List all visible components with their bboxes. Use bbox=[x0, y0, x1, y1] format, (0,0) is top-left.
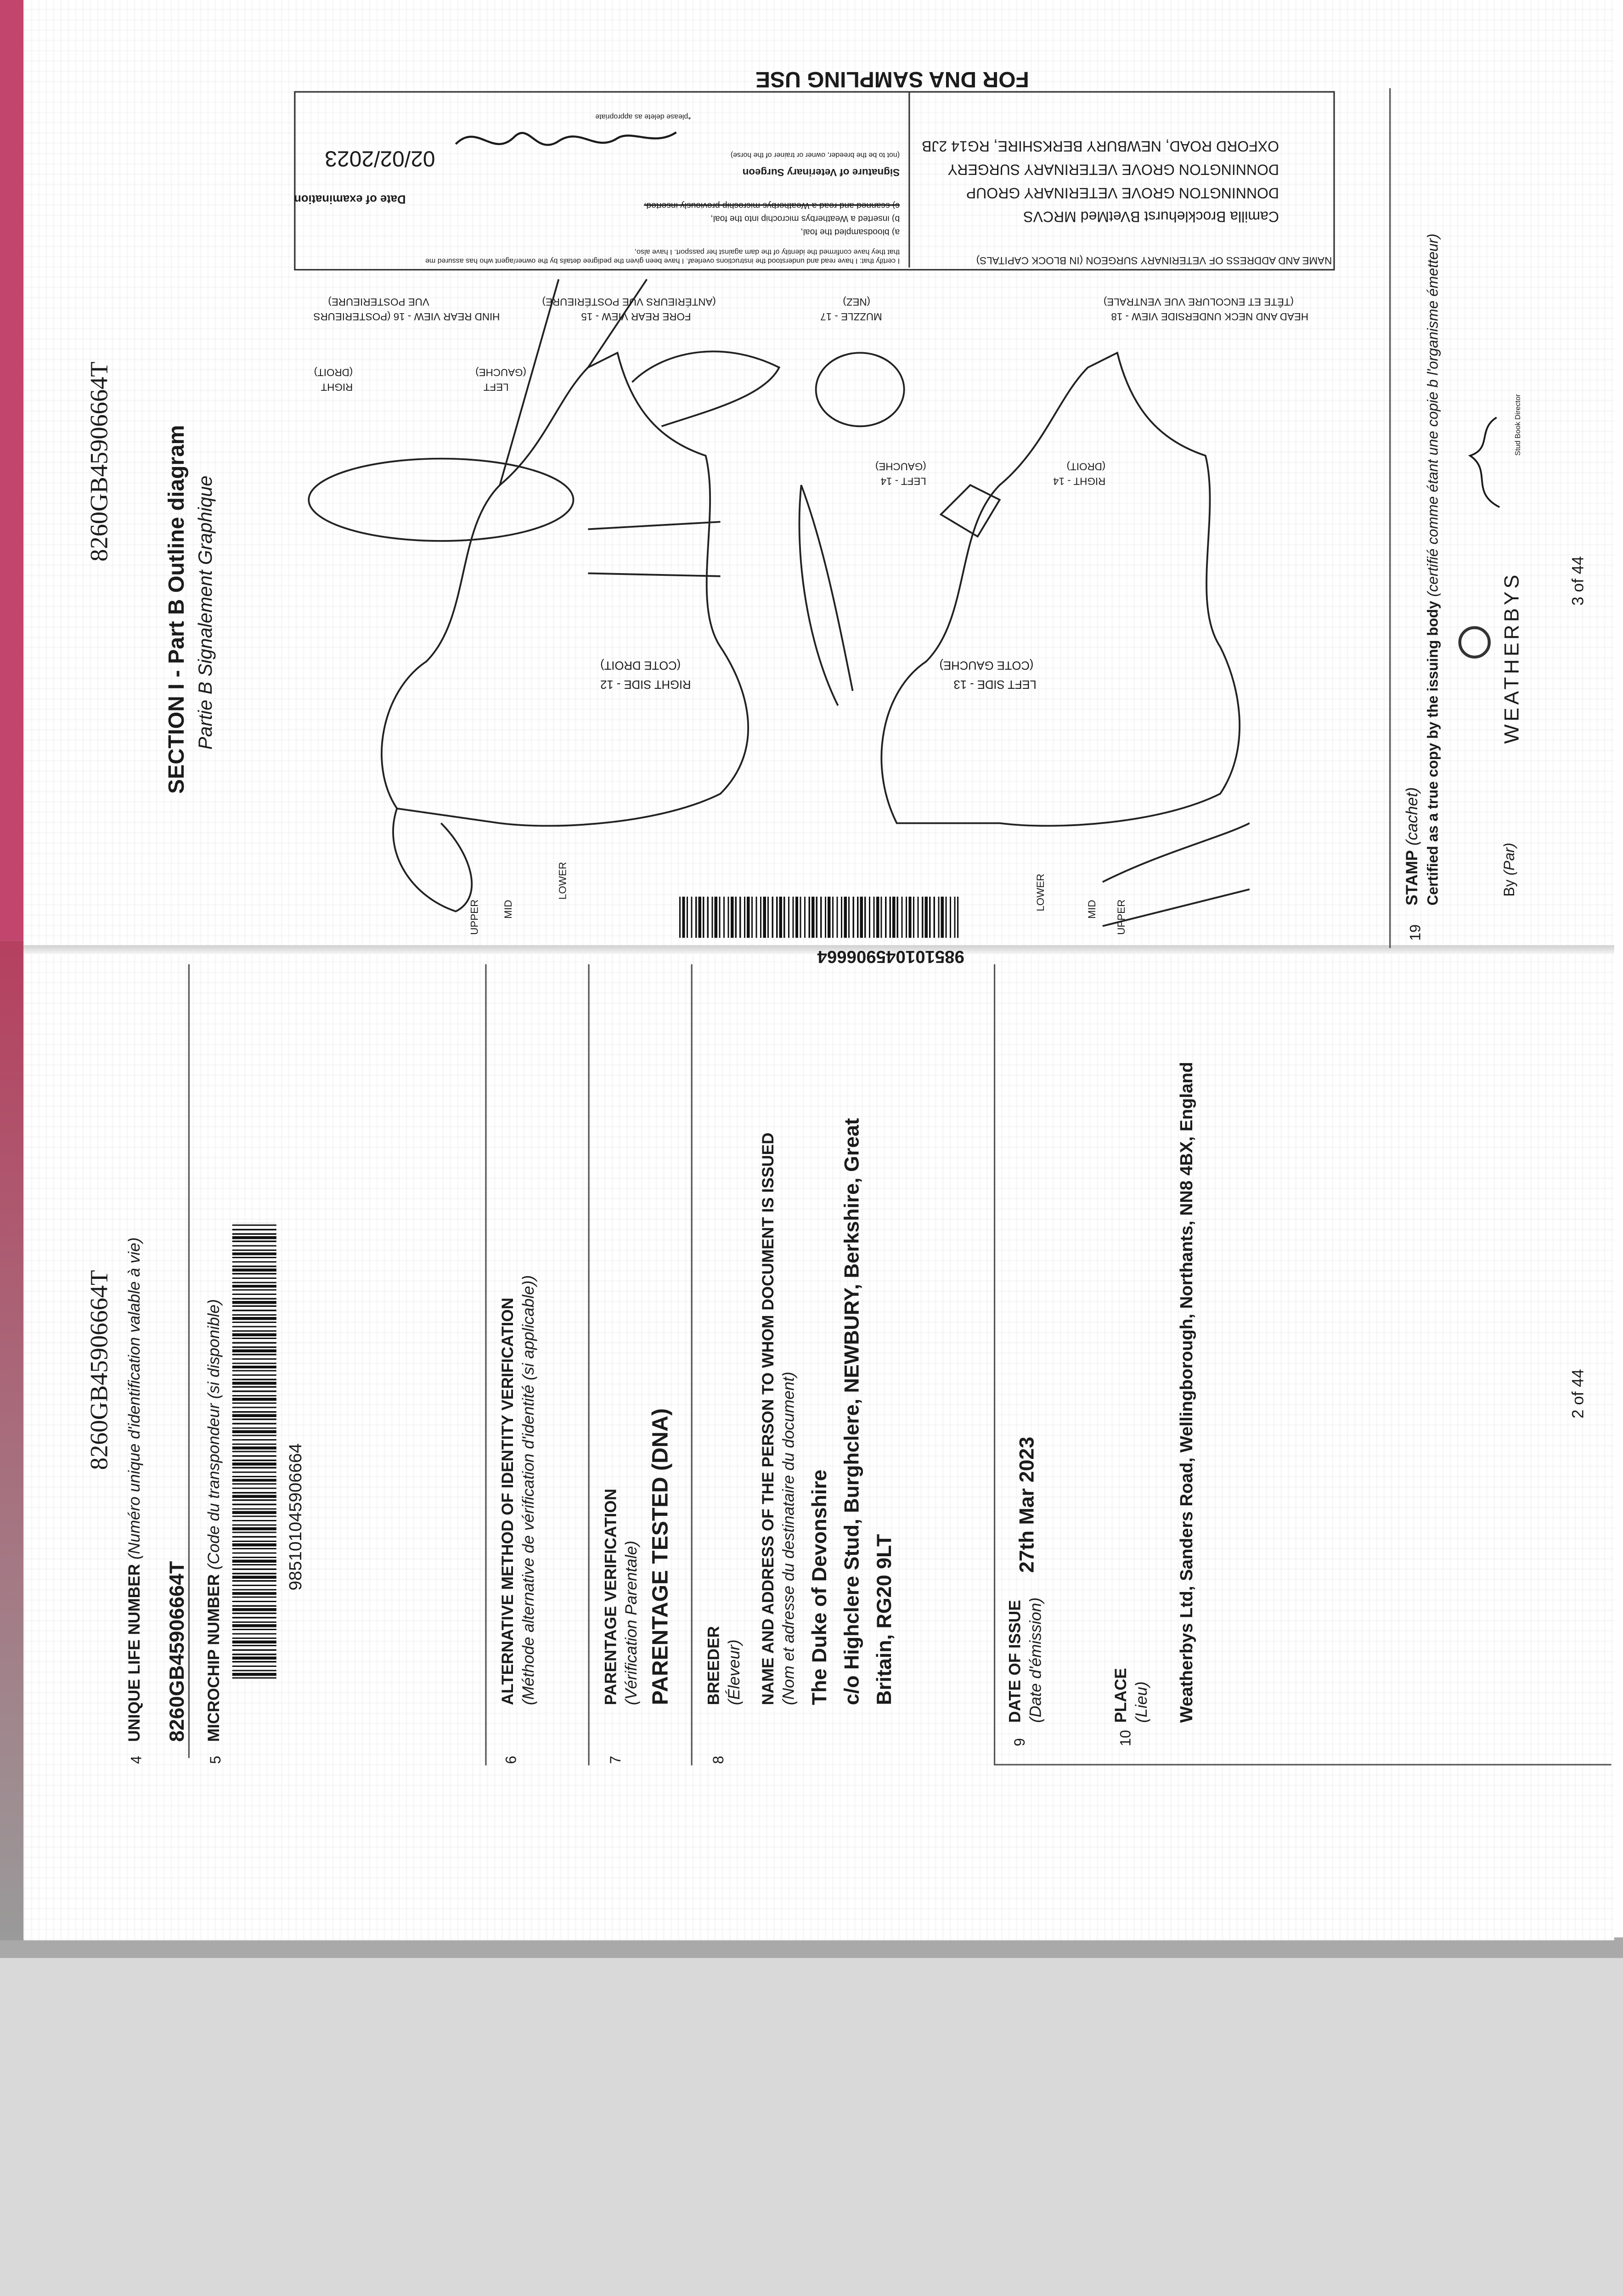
parentage-label: PARENTAGE VERIFICATION bbox=[603, 1488, 620, 1705]
stamp-label: STAMP bbox=[1404, 850, 1422, 906]
left-14-label-fr: (GAUCHE) bbox=[875, 460, 926, 471]
muzzle-label: MUZZLE - 17 bbox=[820, 310, 882, 321]
stamp-by: By bbox=[1502, 879, 1519, 897]
issued-to-line1: The Duke of Devonshire bbox=[807, 1469, 831, 1705]
left-rear-label: LEFT bbox=[483, 381, 509, 391]
director-role: Stud Book Director bbox=[1514, 394, 1523, 456]
microchip-label: MICROCHIP NUMBER bbox=[206, 1574, 224, 1742]
vet-name: Camilla Brocklehurst BVetMed MRCVS bbox=[1023, 207, 1279, 224]
vet-delete-note: *please delete as appropriate bbox=[595, 112, 691, 121]
director-signature bbox=[1455, 411, 1514, 514]
parentage-value: PARENTAGE TESTED (DNA) bbox=[648, 1408, 674, 1705]
vet-cert-body: I certify that: I have read and understood the instructions overleaf. I have been given the pedigree details by the owner/agent who has assured me that they have confirmed the identity of the dam against her passport. I have also, bbox=[425, 247, 900, 265]
accent-stripe bbox=[0, 0, 23, 941]
vet-cert-c: c) scanned and read a Weatherbys microchip previously inserted. bbox=[644, 200, 900, 209]
lower-label-top: LOWER bbox=[558, 861, 569, 900]
vet-cert-a: a) bloodsampled the foal, bbox=[800, 226, 900, 236]
microchip-value: 985101045906664 bbox=[285, 1443, 306, 1591]
mid-label-bottom: MID bbox=[1088, 900, 1099, 919]
right-rear-label-fr: (DROIT) bbox=[314, 366, 353, 377]
ueln-label: UNIQUE LIFE NUMBER bbox=[126, 1564, 144, 1742]
hind-rear-label-fr: VUE POSTERIEURE) bbox=[328, 295, 429, 306]
lower-label-bottom: LOWER bbox=[1036, 873, 1047, 912]
issued-to-line2: c/o Highclere Stud, Burghclere, NEWBURY, Berkshire, Great bbox=[839, 1118, 863, 1705]
muzzle-outline bbox=[816, 353, 904, 426]
section-10-num: 10 bbox=[1119, 1730, 1135, 1746]
right-page-number: 3 of 44 bbox=[1570, 556, 1588, 606]
vet-address2: DONNINGTON GROVE VETERINARY SURGERY bbox=[947, 160, 1279, 177]
microchip-label-fr: (Code du transpondeur (si disponible) bbox=[206, 1299, 224, 1570]
issued-to-label-fr: (Nom et adresse du destinataire du document) bbox=[780, 1372, 799, 1705]
ueln-value: 8260GB45906664T bbox=[164, 1561, 188, 1742]
right-side-tail bbox=[632, 351, 779, 426]
stamp-cert-row bbox=[1426, 234, 1442, 906]
vet-sig-note: (not to be the breeder, owner or trainer of the horse) bbox=[730, 150, 900, 159]
section-5-num: 5 bbox=[209, 1756, 225, 1764]
right-14-label-fr: (DROIT) bbox=[1066, 460, 1106, 471]
right-14-label: RIGHT - 14 bbox=[1053, 474, 1106, 485]
stamp-cert: Certified as a true copy by the issuing body bbox=[1426, 601, 1443, 906]
accent-stripe-lower bbox=[0, 941, 23, 1941]
section-9-box-bottom bbox=[994, 1764, 1611, 1765]
right-rear-label: RIGHT bbox=[321, 381, 353, 391]
right-top-ueln: 8260GB45906664T bbox=[85, 361, 113, 562]
left-side-tail bbox=[800, 485, 853, 705]
vet-exam-label: Date of examination bbox=[294, 192, 406, 206]
hind-view-body bbox=[309, 459, 573, 541]
stamp-divider bbox=[1389, 88, 1391, 948]
hind-rear-label: HIND REAR VIEW - 16 (POSTERIEURS bbox=[313, 310, 500, 321]
fore-rear-legs bbox=[588, 522, 720, 576]
section-4-num: 4 bbox=[129, 1756, 146, 1764]
alt-method-label: ALTERNATIVE METHOD OF IDENTITY VERIFICATION bbox=[500, 1297, 518, 1705]
section-heading: SECTION I - Part B Outline diagram bbox=[164, 425, 190, 794]
parentage-label-fr: (Vérification Parentale) bbox=[623, 1541, 641, 1705]
section-subheading: Partie B Signalement Graphique bbox=[194, 475, 216, 750]
right-side-horse-body bbox=[382, 353, 748, 826]
diagram-barcode-text: 985101045906664 bbox=[817, 946, 964, 968]
place-label-fr: (Lieu) bbox=[1133, 1681, 1151, 1723]
chestnut-marking bbox=[941, 485, 1000, 536]
section-8-divider bbox=[691, 964, 693, 1766]
left-side-label-fr: (COTE GAUCHE) bbox=[939, 658, 1034, 672]
vet-address3: OXFORD ROAD, NEWBURY BERKSHIRE, RG14 2JB bbox=[921, 136, 1279, 153]
upper-label-bottom: UPPER bbox=[1117, 899, 1128, 935]
section-6-divider bbox=[485, 964, 486, 1766]
mid-label-top: MID bbox=[504, 900, 515, 919]
stamp-by-fr: (Par) bbox=[1502, 843, 1519, 876]
cut-off-header: FOR DNA SAMPLING USE bbox=[755, 66, 1029, 91]
section-5-divider bbox=[188, 964, 190, 1758]
left-page-number: 2 of 44 bbox=[1570, 1369, 1588, 1419]
vet-address1: DONNINGTON GROVE VETERINARY GROUP bbox=[966, 184, 1279, 200]
breeder-label-fr: (Éleveur) bbox=[726, 1639, 744, 1705]
place-value: Weatherbys Ltd, Sanders Road, Wellingborough, Northants, NN8 4BX, England bbox=[1176, 1062, 1197, 1723]
vet-sig-label: Signature of Veterinary Surgeon bbox=[742, 166, 900, 177]
right-side-label-fr: (COTE DROIT) bbox=[600, 658, 681, 672]
right-side-head bbox=[393, 809, 472, 912]
vet-exam-date: 02/02/2023 bbox=[325, 145, 435, 171]
stamp-num: 19 bbox=[1408, 924, 1425, 941]
vet-cert-text bbox=[415, 247, 900, 264]
date-of-issue-value: 27th Mar 2023 bbox=[1014, 1436, 1038, 1573]
section-6-num: 6 bbox=[504, 1756, 521, 1764]
head-neck-label: HEAD AND NECK UNDERSIDE VIEW - 18 bbox=[1111, 310, 1308, 321]
vet-label: NAME AND ADDRESS OF VETERINARY SURGEON (IN BLOCK CAPITALS) bbox=[976, 254, 1332, 265]
section-9-box-top bbox=[994, 964, 995, 1766]
stamp-cert-fr: (certifié comme étant une copie b l'organisme émetteur) bbox=[1426, 233, 1443, 597]
date-of-issue-label-fr: (Date d'émission) bbox=[1027, 1597, 1045, 1723]
weatherbys-crest-icon bbox=[1458, 626, 1490, 658]
section-7-num: 7 bbox=[609, 1756, 625, 1764]
section-5-row bbox=[206, 1299, 223, 1742]
right-side-label: RIGHT SIDE - 12 bbox=[600, 677, 691, 691]
vet-box-divider bbox=[908, 91, 910, 267]
head-neck-label-fr: (TÊTE ET ENCOLURE VUE VENTRALE) bbox=[1103, 295, 1294, 306]
stamp-by-row bbox=[1503, 843, 1519, 896]
section-7-divider bbox=[588, 964, 589, 1766]
diagram-barcode bbox=[679, 897, 958, 938]
alt-method-label-fr: (Méthode alternative de vérification d'identité (si applicable)) bbox=[520, 1275, 538, 1705]
weatherbys-wordmark: WEATHERBYS bbox=[1499, 572, 1523, 744]
stamp-label-fr: (cachet) bbox=[1404, 787, 1422, 846]
ueln-label-fr: (Numéro unique d'identification valable à vie) bbox=[126, 1237, 144, 1560]
issued-to-line3: Britain, RG20 9LT bbox=[872, 1534, 896, 1705]
breeder-label: BREEDER bbox=[705, 1626, 723, 1705]
issued-to-label: NAME AND ADDRESS OF THE PERSON TO WHOM DOCUMENT IS ISSUED bbox=[760, 1132, 778, 1705]
left-rear-label-fr: (GAUCHE) bbox=[475, 366, 526, 377]
section-4-row bbox=[126, 1238, 144, 1742]
horse-outline-diagrams bbox=[279, 264, 1250, 941]
left-14-label: LEFT - 14 bbox=[880, 474, 926, 485]
place-label: PLACE bbox=[1113, 1668, 1131, 1723]
section-9-num: 9 bbox=[1013, 1738, 1029, 1746]
muzzle-label-fr: (NEZ) bbox=[843, 295, 871, 306]
scanner-shadow bbox=[0, 1947, 1623, 2296]
fore-rear-label: FORE REAR VIEW - 15 bbox=[581, 310, 691, 321]
upper-label-top: UPPER bbox=[470, 899, 481, 935]
left-top-ueln: 8260GB45906664T bbox=[85, 1270, 113, 1470]
microchip-barcode bbox=[232, 1223, 276, 1678]
section-8-num: 8 bbox=[711, 1756, 728, 1764]
lower-page-edge bbox=[0, 1937, 1623, 1958]
left-side-label: LEFT SIDE - 13 bbox=[953, 677, 1037, 691]
stamp-label-row bbox=[1404, 787, 1421, 906]
date-of-issue-label: DATE OF ISSUE bbox=[1007, 1600, 1025, 1723]
vet-signature bbox=[448, 115, 683, 168]
vet-cert-b: b) inserted a Weatherbys microchip into the foal, bbox=[710, 213, 900, 222]
left-side-horse-body bbox=[881, 353, 1240, 826]
fore-rear-label-fr: (ANTÉRIEURS VUE POSTÉRIEURE) bbox=[542, 295, 716, 306]
